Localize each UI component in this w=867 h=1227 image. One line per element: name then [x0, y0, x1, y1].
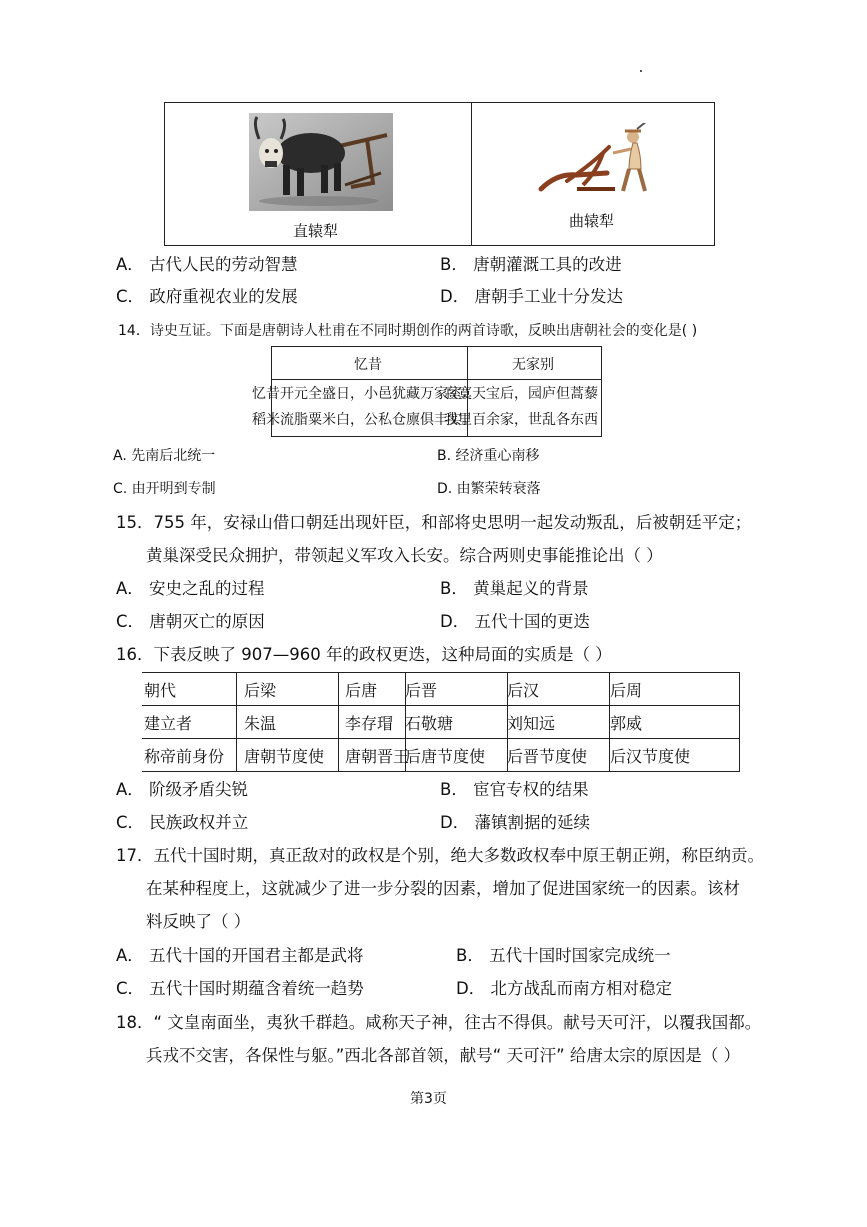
q16-option-d[interactable]: D． 藩镇割据的延续 — [440, 813, 590, 832]
q15-option-a[interactable]: A． 安史之乱的过程 — [116, 579, 265, 598]
poem-left-line2: 稻米流脂粟米白，公私仓廪俱丰实。 — [252, 412, 476, 428]
poem-right-line1: 寂寞天宝后，园庐但蒿藜 — [444, 386, 598, 402]
table-cell: 后汉节度使 — [610, 747, 691, 766]
table-cell: 后梁 — [244, 681, 277, 700]
table-cell: 石敬瑭 — [405, 714, 454, 733]
q18-stem-line1: 18．“ 文皇南面坐，夷狄千群趋。咸称天子神，往古不得俱。献号天可汗，以覆我国都。 — [116, 1013, 762, 1032]
q17-stem-line1: 17．五代十国时期，真正敌对的政权是个别，绝大多数政权奉中原王朝正朔，称臣纳贡。 — [116, 846, 764, 865]
q15-option-d[interactable]: D． 五代十国的更迭 — [440, 612, 590, 631]
poem-left-line1: 忆昔开元全盛日，小邑犹藏万家室。 — [252, 386, 476, 402]
table-cell: 唐朝晋王 — [345, 747, 410, 766]
right-caption: 曲辕犁 — [569, 212, 615, 230]
q15-option-b[interactable]: B． 黄巢起义的背景 — [440, 579, 589, 598]
table-cell: 建立者 — [144, 714, 193, 733]
table-cell: 后晋节度使 — [507, 747, 588, 766]
q13-option-a[interactable]: A． 古代人民的劳动智慧 — [116, 255, 298, 274]
ox-plough-image — [249, 113, 393, 211]
q14-option-b[interactable]: B. 经济重心南移 — [437, 448, 540, 464]
q17-stem-line3: 料反映了（ ） — [146, 912, 251, 931]
table-cell: 刘知远 — [507, 714, 556, 733]
q18-stem-line2: 兵戎不交害，各保性与躯。”西北各部首领，献号“ 天可汗” 给唐太宗的原因是（ ） — [146, 1046, 741, 1065]
q14-stem: 14．诗史互证。下面是唐朝诗人杜甫在不同时期创作的两首诗歌，反映出唐朝社会的变化是( ) — [118, 323, 698, 339]
q17-stem-line2: 在某种程度上，这就减少了进一步分裂的因素，增加了促进国家统一的因素。该材 — [146, 879, 740, 898]
scan-dot — [640, 70, 642, 72]
q17-option-c[interactable]: C． 五代十国时期蕴含着统一趋势 — [116, 979, 364, 998]
q16-option-b[interactable]: B． 宦官专权的结果 — [440, 780, 589, 799]
q17-option-a[interactable]: A． 五代十国的开国君主都是武将 — [116, 946, 364, 965]
page-number: 第3页 — [410, 1091, 447, 1107]
q17-option-b[interactable]: B． 五代十国时国家完成统一 — [456, 946, 671, 965]
q17-option-d[interactable]: D． 北方战乱而南方相对稳定 — [456, 979, 672, 998]
q13-option-b[interactable]: B． 唐朝灌溉工具的改进 — [440, 255, 622, 274]
q15-stem-line1: 15．755 年，安禄山借口朝廷出现奸臣，和部将史思明一起发动叛乱，后被朝廷平定； — [116, 513, 752, 532]
table-cell: 唐朝节度使 — [244, 747, 325, 766]
figure-divider — [471, 103, 472, 245]
table-cell: 称帝前身份 — [144, 747, 225, 766]
table-cell: 后周 — [610, 681, 643, 700]
q16-option-c[interactable]: C． 民族政权并立 — [116, 813, 249, 832]
poem-right-title: 无家别 — [512, 357, 554, 373]
table-cell: 后晋 — [405, 681, 438, 700]
q14-option-a[interactable]: A. 先南后北统一 — [113, 448, 216, 464]
q16-option-a[interactable]: A． 阶级矛盾尖锐 — [116, 780, 249, 799]
plough-figure-table — [164, 102, 715, 246]
curved-plough-image — [537, 123, 661, 203]
q14-option-c[interactable]: C. 由开明到专制 — [113, 481, 216, 497]
table-cell: 朝代 — [144, 681, 177, 700]
left-caption: 直辕犁 — [293, 222, 339, 240]
table-cell: 后唐节度使 — [405, 747, 486, 766]
q16-stem: 16．下表反映了 907—960 年的政权更迭，这种局面的实质是（ ） — [116, 645, 612, 664]
table-cell: 后汉 — [507, 681, 540, 700]
q13-option-d[interactable]: D． 唐朝手工业十分发达 — [440, 287, 623, 306]
table-cell: 后唐 — [345, 681, 378, 700]
q15-option-c[interactable]: C． 唐朝灭亡的原因 — [116, 612, 265, 631]
q14-option-d[interactable]: D. 由繁荣转衰落 — [437, 481, 541, 497]
poem-right-line2: 我里百余家，世乱各东西 — [444, 412, 598, 428]
table-cell: 李存瑁 — [345, 714, 394, 733]
table-cell: 郭威 — [610, 714, 643, 733]
q13-option-c[interactable]: C． 政府重视农业的发展 — [116, 287, 298, 306]
q15-stem-line2: 黄巢深受民众拥护，带领起义军攻入长安。综合两则史事能推论出（ ） — [146, 546, 663, 565]
table-cell: 朱温 — [244, 714, 277, 733]
regime-table — [142, 672, 740, 772]
poem-table — [252, 346, 602, 437]
poem-left-title: 忆昔 — [354, 357, 382, 373]
